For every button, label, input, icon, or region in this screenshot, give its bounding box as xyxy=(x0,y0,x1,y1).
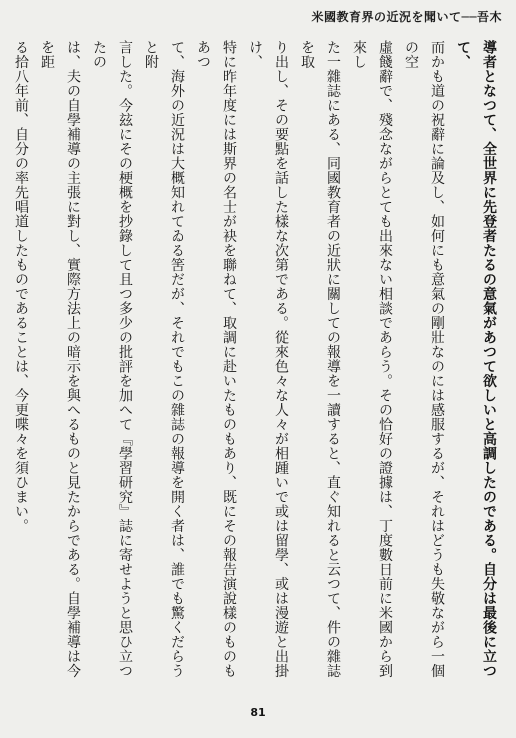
text-line: 導者となつて、全世界に先登者たるの意氣があつて欲しいと高調したのである。自分は最後に立つて、 xyxy=(455,40,497,678)
text-line: り出し、その要點を話した樣な次第である。從來色々な人々が相踵いで或は留學、或は漫遊と出掛け、 xyxy=(247,40,289,678)
vertical-text-body xyxy=(13,40,502,680)
running-header: 米國教育界の近況を聞いて──吾木 xyxy=(311,10,502,24)
text-line: る拾八年前、自分の率先唱道したものであることは、今更喋々を須ひまい。 xyxy=(13,40,29,533)
text-line: て、海外の近況は大概知れてゐる筈だが、それでもこの雜誌の報導を開く者は、誰でも驚くだらうと附 xyxy=(143,40,185,678)
text-line: た一雜誌にある、同國教育者の近狀に關しての報導を一讀すると、直ぐ知れると云つて、件の雜誌を取 xyxy=(299,40,341,678)
text-line: 特に昨年度には斯界の名士が袂を聯ねて、取調に赴いたものもあり、既にその報告演說樣のものもあつ xyxy=(195,40,237,678)
text-line: 虛餞辭で、殘念ながらとても出來ない相談であらう。その恰好の證據は、丁度數日前に米國から到來し xyxy=(351,40,393,678)
text-line: は、夫の自學補導の主張に對し、實際方法上の暗示を與へるものと見たからである。自學補導は今を距 xyxy=(39,40,81,678)
text-line: 而かも道の祝辭に論及し、如何にも意氣の剛壯なのには感服するが、それはどうも失敬ながら一個の空 xyxy=(403,40,445,678)
text-line: 言した。今玆にその梗概を抄錄して且つ多少の批評を加へて『學習研究』誌に寄せようと思ひ立つたの xyxy=(91,40,133,678)
page-number: 81 xyxy=(250,706,266,719)
section-marker xyxy=(0,40,8,680)
